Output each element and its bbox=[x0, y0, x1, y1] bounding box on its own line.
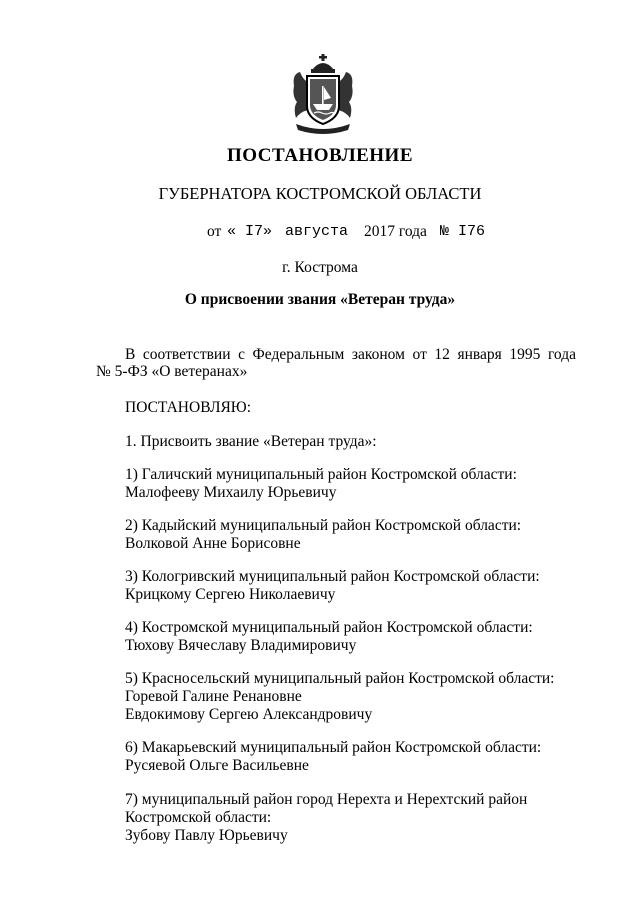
date-year: 2017 года bbox=[364, 223, 427, 240]
date-prefix: от bbox=[207, 223, 222, 240]
district-7: 7) муниципальный район город Нерехта и Нерехтский район bbox=[125, 791, 528, 808]
date-day: « I7» bbox=[227, 223, 273, 240]
date-month: августа bbox=[285, 223, 349, 240]
preamble-line-2: № 5-ФЗ «О ветеранах» bbox=[96, 363, 248, 380]
district-3: 3) Кологривский муниципальный район Костромской области: bbox=[125, 568, 540, 585]
document-title: ПОСТАНОВЛЕНИЕ bbox=[226, 145, 414, 166]
district-5: 5) Красносельский муниципальный район Костромской области: bbox=[125, 670, 555, 687]
recipient-5-2: Евдокимову Сергею Александровичу bbox=[125, 706, 373, 723]
district-1: 1) Галичский муниципальный район Костромской области: bbox=[125, 466, 517, 483]
issuer-subtitle: ГУБЕРНАТОРА КОСТРОМСКОЙ ОБЛАСТИ bbox=[158, 184, 482, 203]
clause-1: 1. Присвоить звание «Ветеран труда»: bbox=[125, 433, 377, 450]
district-7-continued: Костромской области: bbox=[125, 809, 272, 826]
recipient-7-1: Зубову Павлу Юрьевичу bbox=[125, 827, 288, 844]
recipient-1-1: Малофееву Михаилу Юрьевичу bbox=[125, 484, 337, 501]
recipient-4-1: Тюхову Вячеславу Владимировичу bbox=[125, 637, 357, 654]
decree-word: ПОСТАНОВЛЯЮ: bbox=[125, 399, 252, 416]
district-6: 6) Макарьевский муниципальный район Костромской области: bbox=[125, 739, 542, 756]
document-number: № I76 bbox=[440, 223, 486, 240]
recipient-2-1: Волковой Анне Борисовне bbox=[125, 535, 301, 552]
preamble-line-1: В соответствии с Федеральным законом от 12 января 1995 года bbox=[125, 346, 576, 363]
recipient-5-1: Горевой Галине Ренановне bbox=[125, 688, 302, 705]
document-subject: О присвоении звания «Ветеран труда» bbox=[184, 291, 456, 308]
district-4: 4) Костромской муниципальный район Костромской области: bbox=[125, 619, 533, 636]
recipient-3-1: Крицкому Сергею Николаевичу bbox=[125, 586, 336, 603]
coat-of-arms-emblem bbox=[290, 52, 356, 136]
recipient-6-1: Русяевой Ольге Васильевне bbox=[125, 757, 309, 774]
city-line: г. Кострома bbox=[282, 259, 358, 276]
district-2: 2) Кадыйский муниципальный район Костромской области: bbox=[125, 517, 522, 534]
